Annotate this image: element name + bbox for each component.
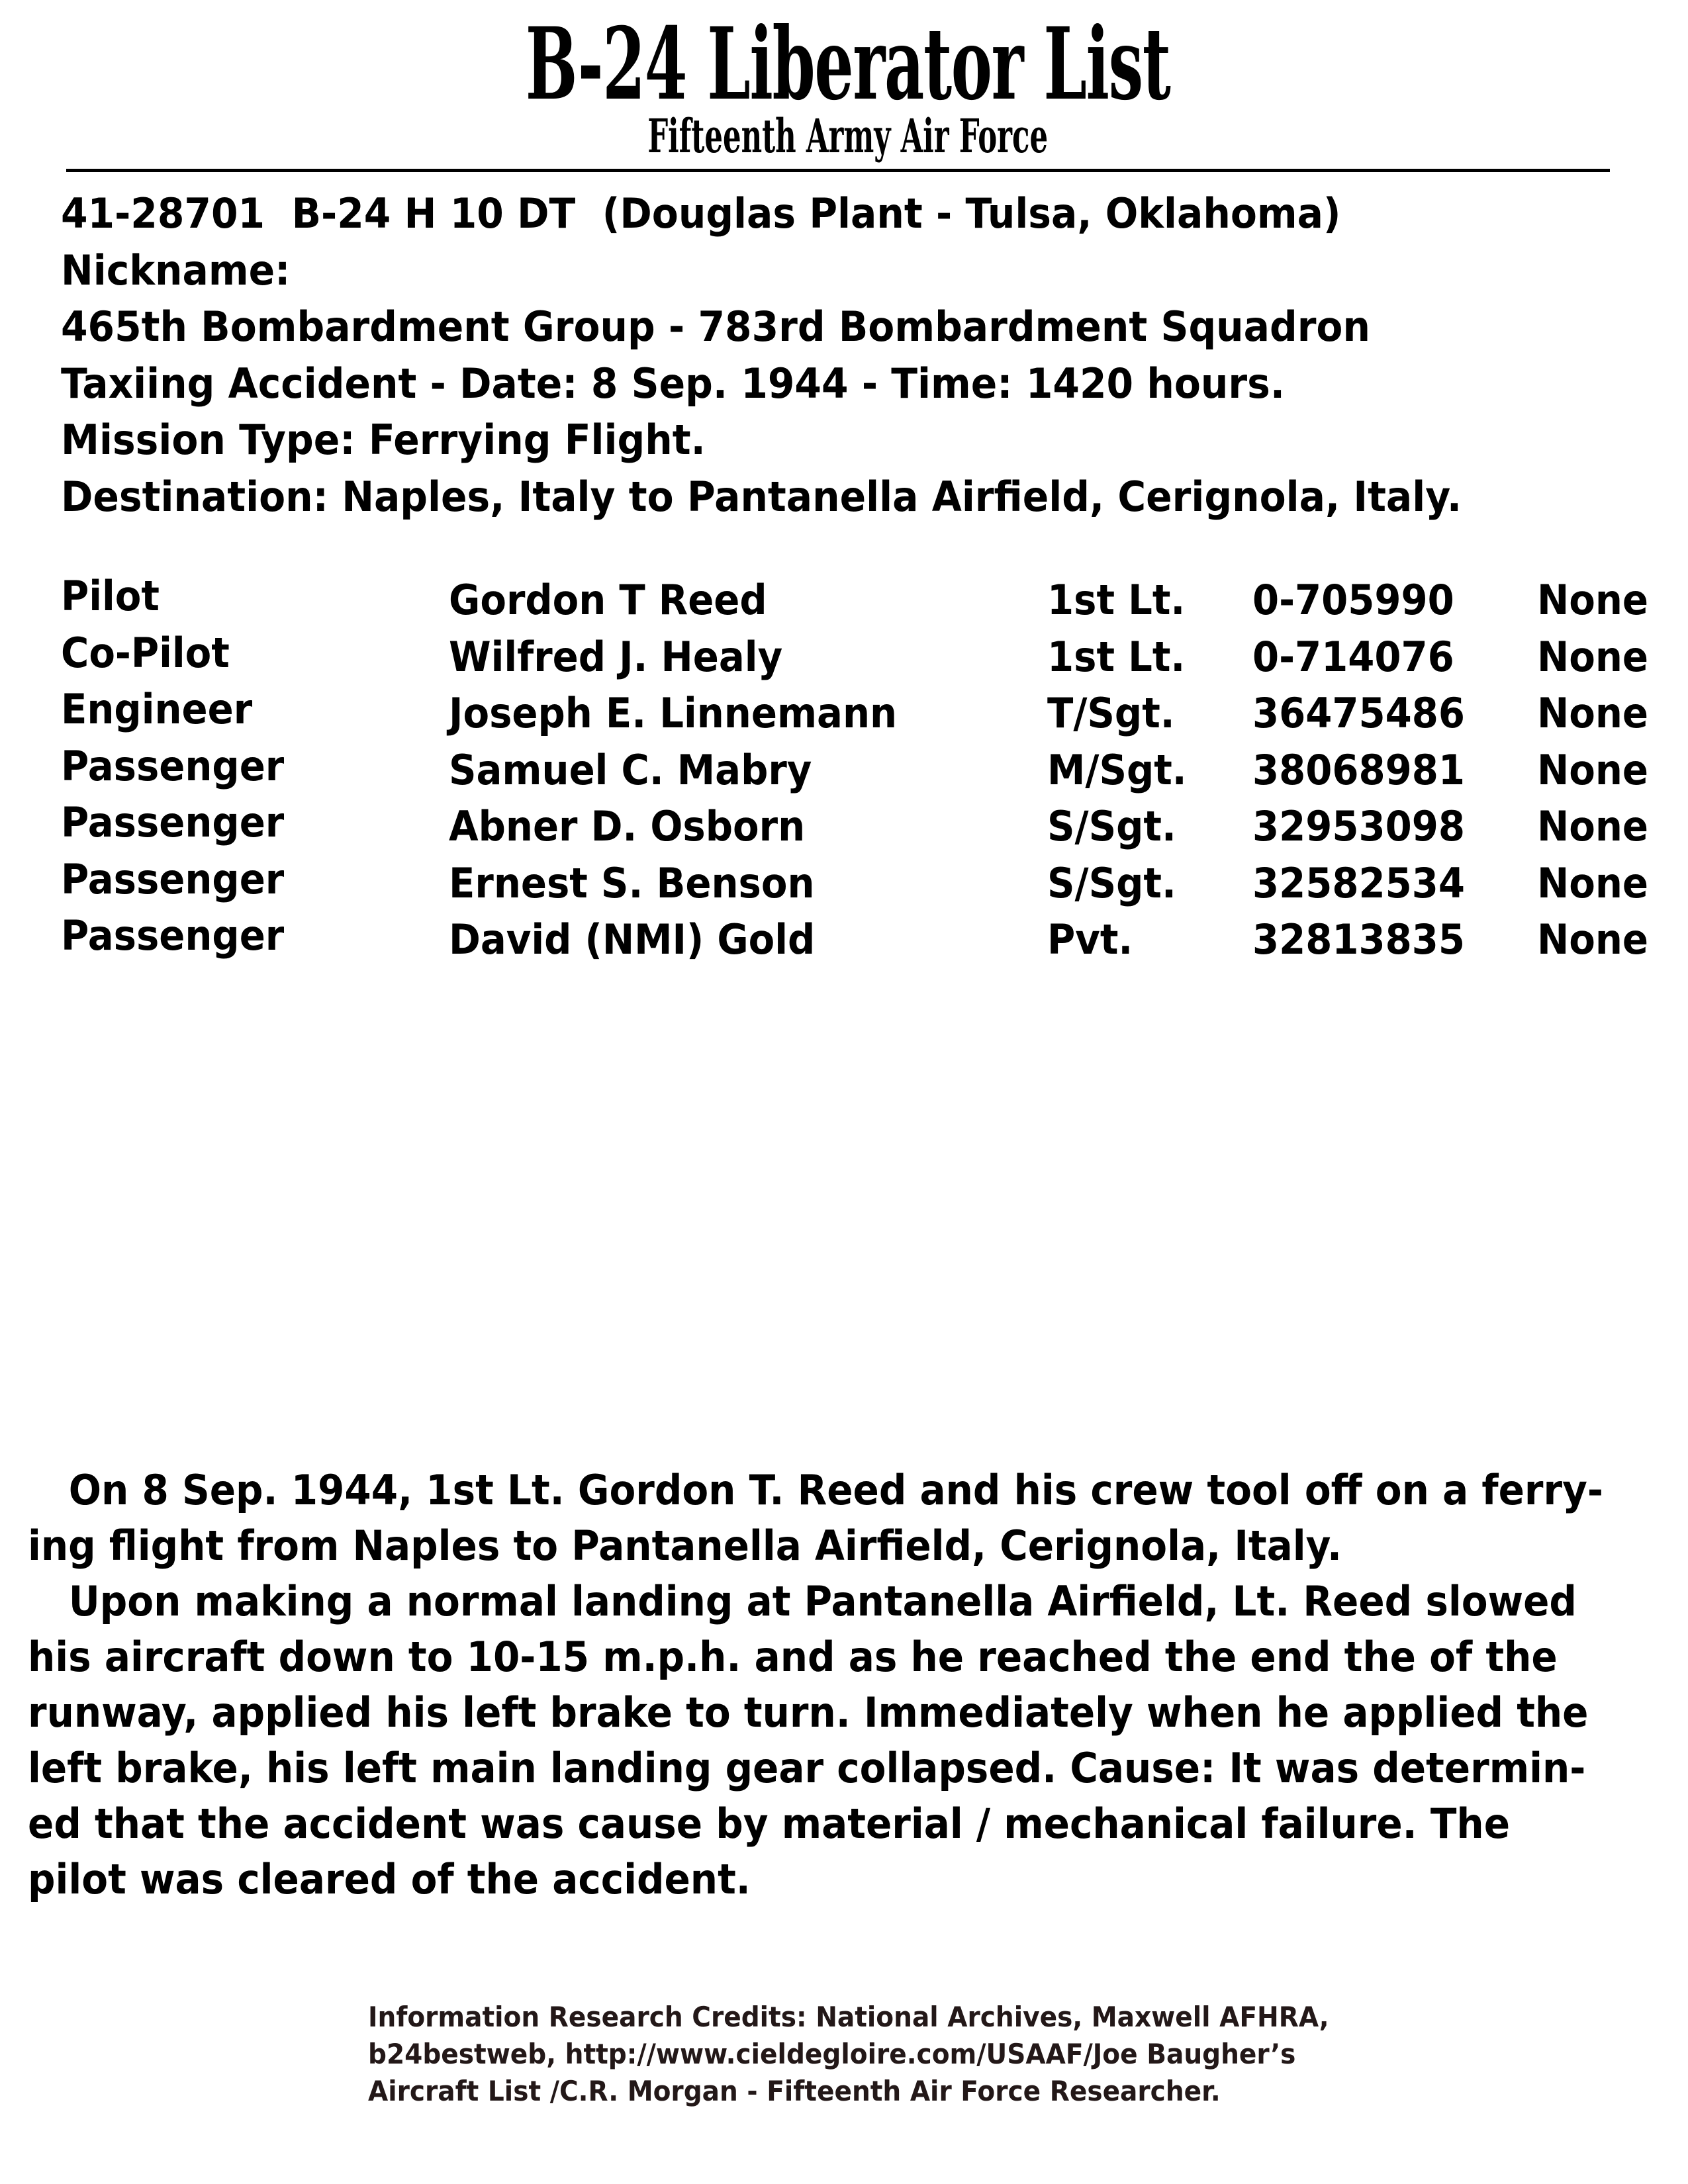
crew-rank: 1st Lt. <box>1047 632 1186 681</box>
crew-serial: 0-714076 <box>1252 632 1454 681</box>
crew-serial: 32582534 <box>1252 858 1465 907</box>
crew-name: Gordon T Reed <box>449 576 767 624</box>
crew-rank: T/Sgt. <box>1047 689 1175 737</box>
crew-rank: 1st Lt. <box>1047 576 1186 624</box>
crew-role: Passenger <box>61 911 285 960</box>
crew-name: Joseph E. Linnemann <box>449 689 898 737</box>
crew-status: None <box>1537 858 1649 907</box>
narrative-line: On 8 Sep. 1944, 1st Lt. Gordon T. Reed and his crew tool off on a ferry- <box>68 1466 1603 1514</box>
aircraft-incident-line: Taxiing Accident - Date: 8 Sep. 1944 - Time: 1420 hours. <box>61 359 1285 408</box>
research-credits <box>368 1999 1329 2110</box>
crew-name: David (NMI) Gold <box>449 915 816 964</box>
crew-name: Wilfred J. Healy <box>449 632 783 681</box>
narrative-line: ed that the accident was cause by material / mechanical failure. The <box>28 1799 1511 1848</box>
header-divider <box>66 169 1610 172</box>
narrative-line: left brake, his left main landing gear collapsed. Cause: It was determin- <box>28 1744 1586 1792</box>
crew-status: None <box>1537 576 1649 624</box>
crew-serial: 38068981 <box>1252 745 1465 794</box>
page-subtitle: Fifteenth Army Air Force <box>647 109 1049 163</box>
credits-line: Information Research Credits: National Archives, Maxwell AFHRA, <box>368 2001 1329 2033</box>
page-title: B-24 Liberator List <box>525 6 1170 122</box>
narrative-line: his aircraft down to 10-15 m.p.h. and as he reached the end the of the <box>28 1633 1558 1681</box>
crew-name: Abner D. Osborn <box>449 802 806 850</box>
crew-serial: 32953098 <box>1252 802 1465 850</box>
aircraft-nickname-line: Nickname: <box>61 246 291 295</box>
crew-status: None <box>1537 632 1649 681</box>
crew-role: Pilot <box>61 572 160 620</box>
crew-name: Ernest S. Benson <box>449 858 815 907</box>
crew-role: Engineer <box>61 685 253 733</box>
crew-status: None <box>1537 745 1649 794</box>
crew-status: None <box>1537 802 1649 850</box>
credits-line: b24bestweb, http://www.cieldegloire.com/USAAF/Joe Baugher’s <box>368 2038 1296 2070</box>
aircraft-mission-line: Mission Type: Ferrying Flight. <box>61 416 706 464</box>
crew-rank: S/Sgt. <box>1047 802 1176 850</box>
aircraft-destination-line: Destination: Naples, Italy to Pantanella Airfield, Cerignola, Italy. <box>61 472 1462 521</box>
crew-serial: 32813835 <box>1252 915 1465 964</box>
aircraft-info <box>61 185 1462 525</box>
crew-serial: 36475486 <box>1252 689 1465 737</box>
narrative-line: Upon making a normal landing at Pantanella Airfield, Lt. Reed slowed <box>68 1577 1577 1625</box>
crew-role: Passenger <box>61 854 285 903</box>
crew-rank: M/Sgt. <box>1047 745 1187 794</box>
aircraft-unit-line: 465th Bombardment Group - 783rd Bombardment Squadron <box>61 302 1370 351</box>
credits-line: Aircraft List /C.R. Morgan - Fifteenth Air Force Researcher. <box>368 2075 1221 2107</box>
crew-role: Passenger <box>61 741 285 790</box>
crew-role: Co-Pilot <box>61 628 230 677</box>
crew-role: Passenger <box>61 798 285 846</box>
crew-status: None <box>1537 915 1649 964</box>
crew-rank: S/Sgt. <box>1047 858 1176 907</box>
accident-narrative <box>28 1463 1613 1907</box>
crew-name: Samuel C. Mabry <box>449 745 812 794</box>
crew-serial: 0-705990 <box>1252 576 1454 624</box>
narrative-line: pilot was cleared of the accident. <box>28 1855 751 1903</box>
narrative-line: runway, applied his left brake to turn. Immediately when he applied the <box>28 1688 1589 1737</box>
crew-rank: Pvt. <box>1047 915 1133 964</box>
crew-status: None <box>1537 689 1649 737</box>
narrative-line: ing flight from Naples to Pantanella Airfield, Cerignola, Italy. <box>28 1522 1342 1570</box>
aircraft-serial-line: 41-28701 B-24 H 10 DT (Douglas Plant - Tulsa, Oklahoma) <box>61 189 1341 238</box>
